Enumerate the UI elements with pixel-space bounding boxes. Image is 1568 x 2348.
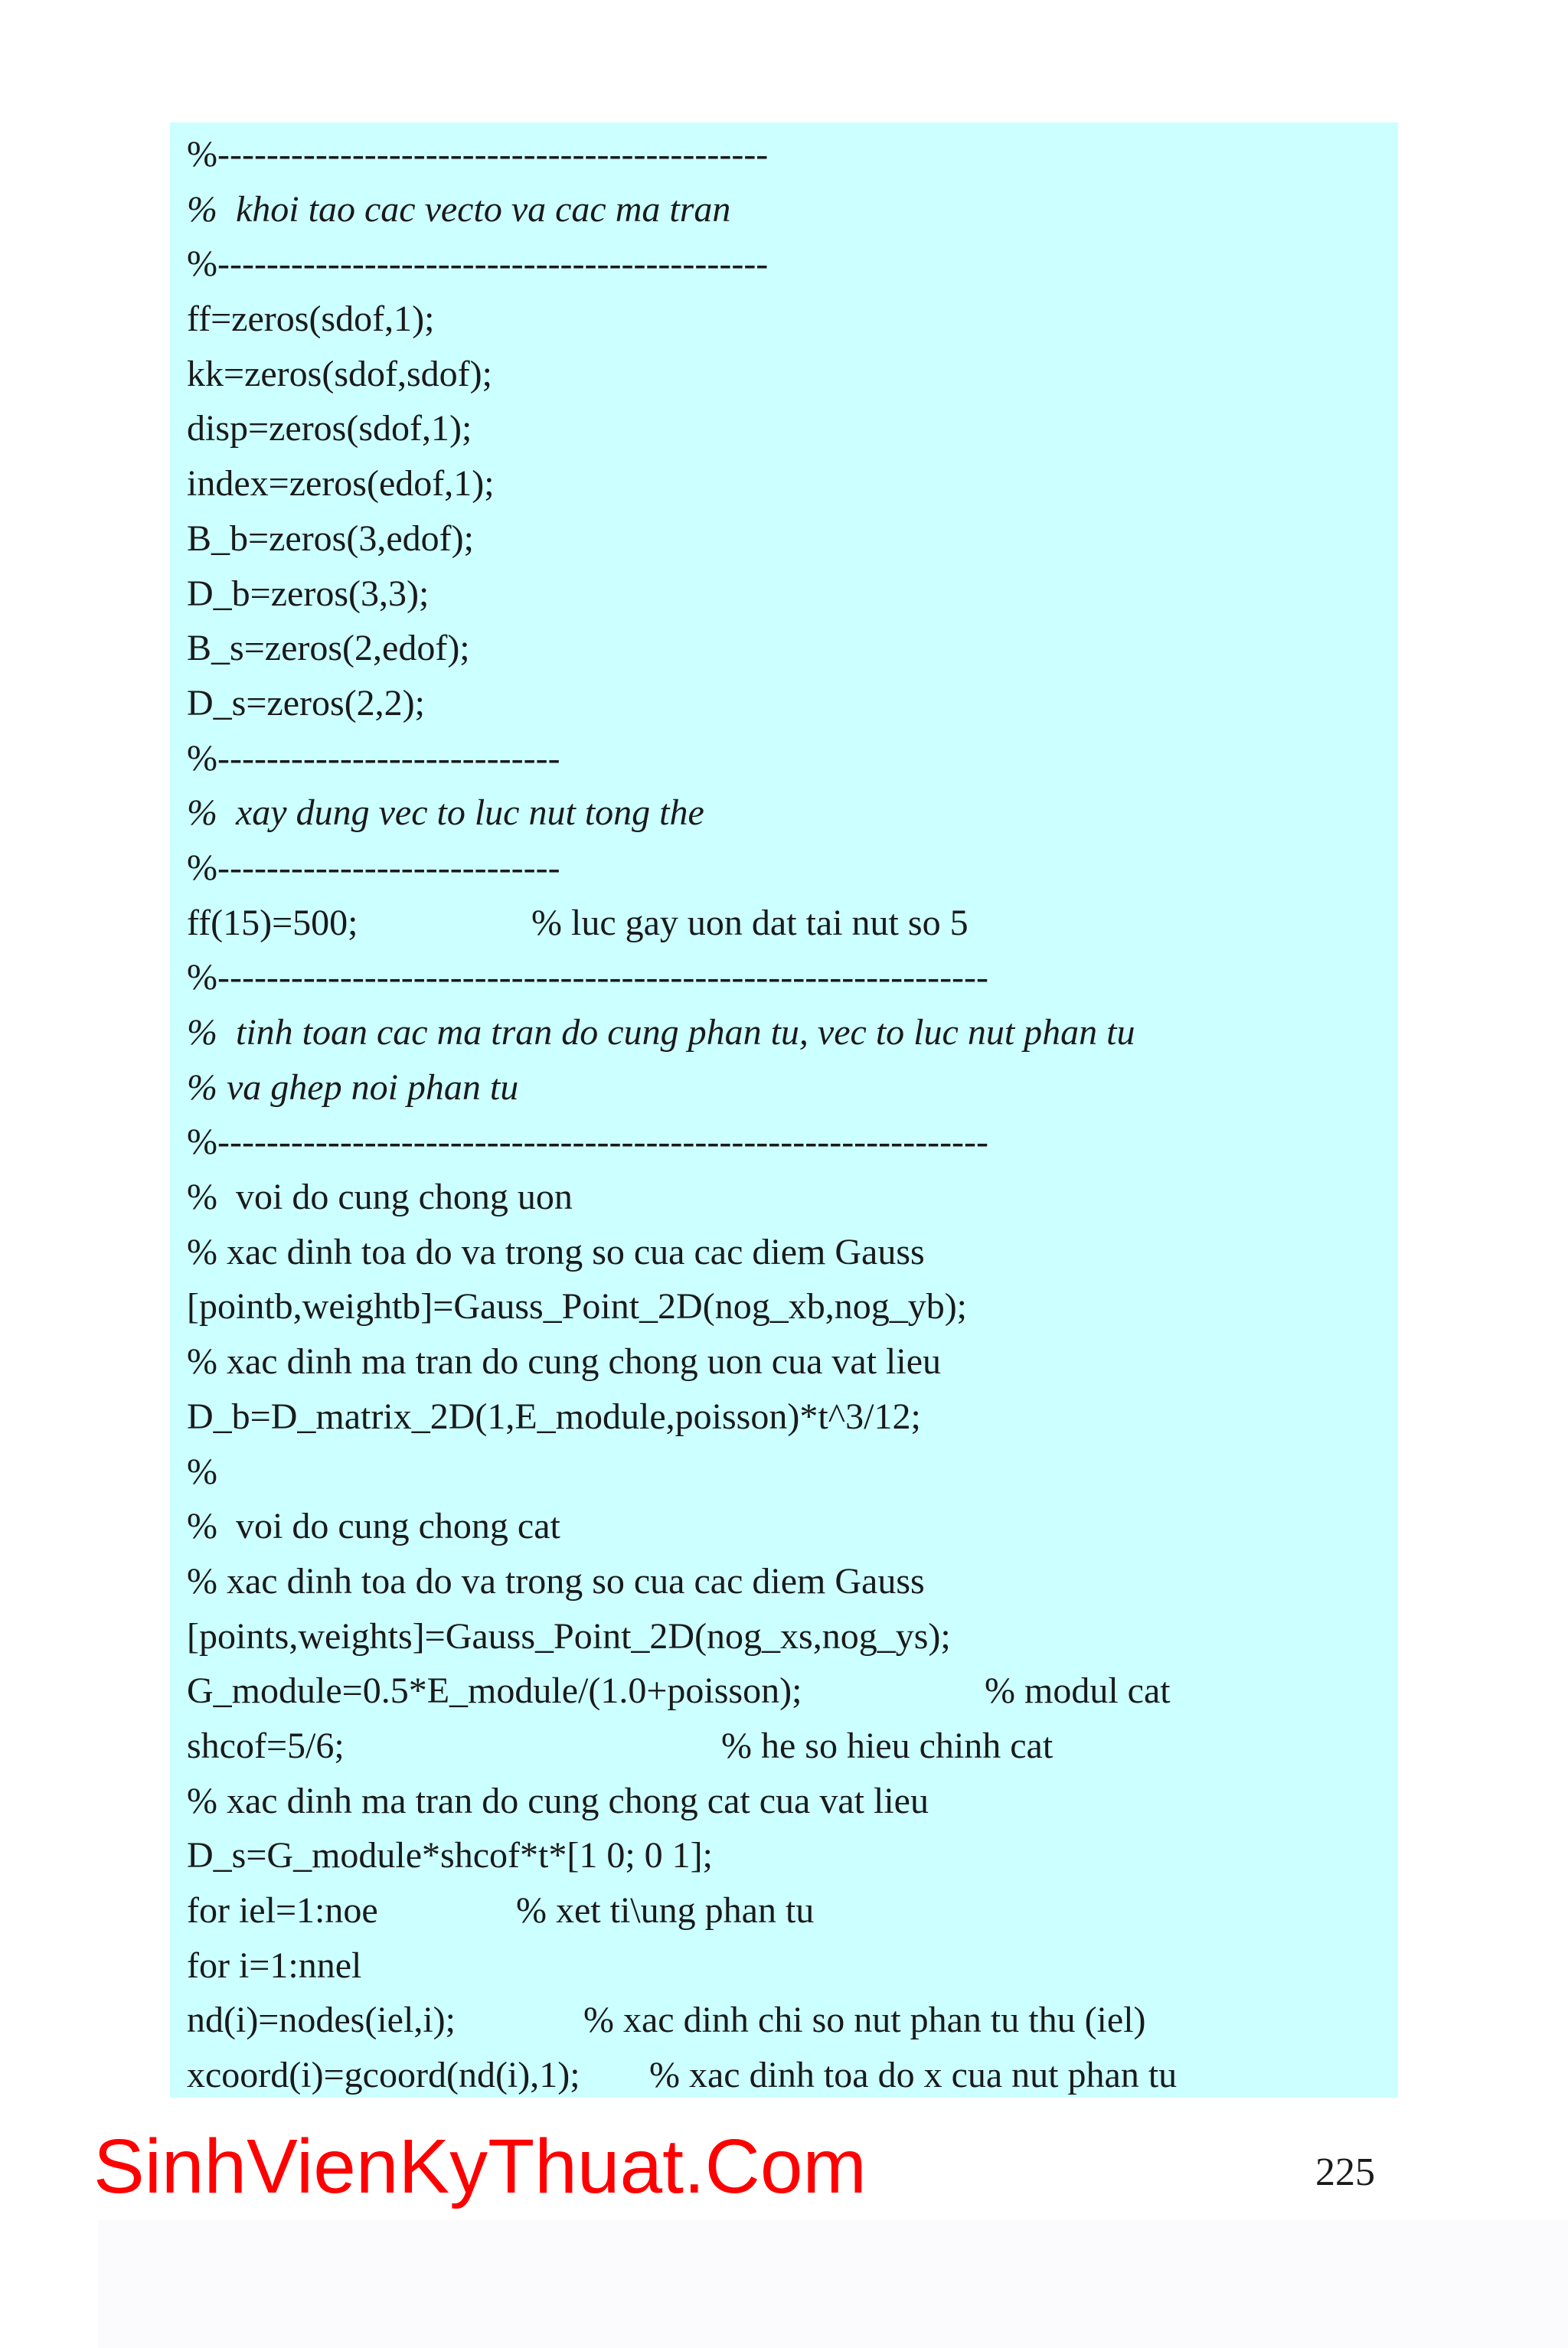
code-line: [187, 1225, 1398, 1280]
code-text: for i=1:nnel: [187, 1945, 362, 1986]
code-comment: % modul cat: [985, 1670, 1171, 1712]
code-text: B_b=zeros(3,edof);: [187, 518, 474, 559]
code-line: [187, 1554, 1398, 1609]
code-line: [187, 1279, 1398, 1334]
code-line: [187, 1664, 1398, 1719]
code-line: [187, 1774, 1398, 1829]
code-text: %----------------------------: [187, 737, 560, 779]
code-line: [187, 621, 1398, 676]
code-text: G_module=0.5*E_module/(1.0+poisson);: [187, 1670, 802, 1712]
page-number: 225: [1315, 2150, 1375, 2194]
code-line: [187, 785, 1398, 841]
code-line: [187, 127, 1398, 182]
code-text: D_s=zeros(2,2);: [187, 682, 425, 723]
code-line: [187, 511, 1398, 567]
code-line: [187, 401, 1398, 456]
code-text: % voi do cung chong uon: [187, 1177, 573, 1218]
code-comment: % xac dinh toa do x cua nut phan tu: [649, 2055, 1178, 2096]
code-line: [187, 1883, 1398, 1938]
code-text: [pointb,weightb]=Gauss_Point_2D(nog_xb,nog_yb);: [187, 1286, 968, 1327]
code-text: % xac dinh toa do va trong so cua cac diem Gauss: [187, 1231, 925, 1272]
code-text: % va ghep noi phan tu: [187, 1066, 519, 1108]
code-line: [187, 182, 1398, 237]
code-text: D_b=zeros(3,3);: [187, 573, 430, 614]
code-line: [187, 731, 1398, 786]
code-text: % xay dung vec to luc nut tong the: [187, 792, 704, 834]
code-text: nd(i)=nodes(iel,i);: [187, 2000, 456, 2041]
code-text: D_b=D_matrix_2D(1,E_module,poisson)*t^3/12;: [187, 1396, 921, 1437]
code-line: [187, 347, 1398, 402]
code-comment: % xet ti\ung phan tu: [516, 1890, 815, 1931]
code-text: %: [187, 1451, 217, 1492]
code-text: shcof=5/6;: [187, 1725, 345, 1766]
code-line: [187, 841, 1398, 896]
code-text: %---------------------------------------------: [187, 134, 769, 175]
code-line: [187, 2048, 1398, 2103]
code-line: [187, 1993, 1398, 2048]
code-text: [points,weights]=Gauss_Point_2D(nog_xs,nog_ys);: [187, 1615, 951, 1657]
code-line: [187, 1390, 1398, 1445]
code-comment: % luc gay uon dat tai nut so 5: [531, 902, 969, 943]
code-lines-container: [187, 127, 1398, 2103]
code-comment: % he so hieu chinh cat: [721, 1725, 1054, 1766]
code-text: % khoi tao cac vecto va cac ma tran: [187, 188, 731, 230]
code-text: for iel=1:noe: [187, 1890, 378, 1931]
watermark-text: SinhVienKyThuat.Com: [93, 2124, 867, 2209]
code-text: disp=zeros(sdof,1);: [187, 408, 472, 449]
page-footer-shade: [98, 2220, 1568, 2348]
code-text: D_s=G_module*shcof*t*[1 0; 0 1];: [187, 1835, 713, 1876]
code-line: [187, 896, 1398, 951]
code-line: [187, 1445, 1398, 1500]
code-line: [187, 950, 1398, 1005]
code-comment: % xac dinh chi so nut phan tu thu (iel): [583, 2000, 1146, 2041]
code-line: [187, 292, 1398, 347]
code-text: xcoord(i)=gcoord(nd(i),1);: [187, 2055, 580, 2096]
code-text: % xac dinh toa do va trong so cua cac diem Gauss: [187, 1560, 925, 1602]
code-line: [187, 676, 1398, 731]
code-text: %---------------------------------------------: [187, 243, 769, 285]
code-text: %----------------------------: [187, 847, 560, 888]
code-line: [187, 1609, 1398, 1664]
code-line: [187, 567, 1398, 622]
code-line: [187, 237, 1398, 292]
code-text: kk=zeros(sdof,sdof);: [187, 353, 492, 394]
code-text: ff(15)=500;: [187, 902, 358, 943]
code-line: [187, 1719, 1398, 1774]
code-text: % tinh toan cac ma tran do cung phan tu, vec to luc nut phan tu: [187, 1012, 1135, 1053]
code-line: [187, 1170, 1398, 1225]
code-line: [187, 456, 1398, 511]
code-text: % xac dinh ma tran do cung chong cat cua vat lieu: [187, 1780, 929, 1821]
code-text: %---------------------------------------------------------------: [187, 957, 988, 998]
code-text: % xac dinh ma tran do cung chong uon cua vat lieu: [187, 1341, 942, 1383]
code-line: [187, 1060, 1398, 1115]
code-line: [187, 1499, 1398, 1554]
code-line: [187, 1005, 1398, 1060]
code-line: [187, 1828, 1398, 1883]
code-text: ff=zeros(sdof,1);: [187, 299, 435, 340]
code-text: %---------------------------------------------------------------: [187, 1122, 988, 1163]
code-line: [187, 1334, 1398, 1390]
code-text: index=zeros(edof,1);: [187, 463, 495, 505]
code-text: % voi do cung chong cat: [187, 1506, 560, 1547]
code-line: [187, 1938, 1398, 1994]
code-listing: [170, 122, 1398, 2098]
code-text: B_s=zeros(2,edof);: [187, 628, 470, 669]
code-line: [187, 1115, 1398, 1170]
